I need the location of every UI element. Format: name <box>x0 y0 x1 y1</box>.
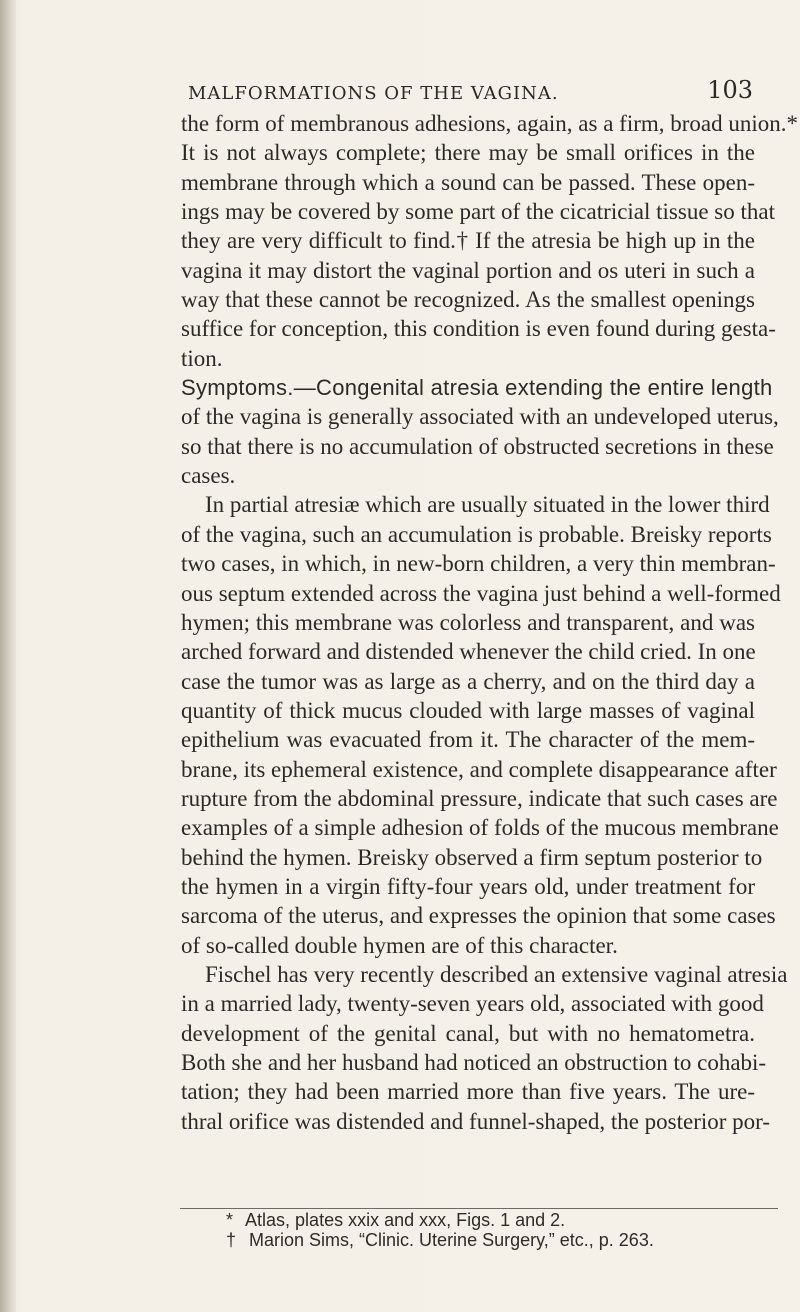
footnote-text: Atlas, plates xxix and xxx, Figs. 1 and 2. <box>245 1210 566 1230</box>
text-line: tation; they had been married more than five years. The ure- <box>181 1079 755 1105</box>
footnote-mark: † <box>226 1230 237 1250</box>
text-line: sarcoma of the uterus, and expresses the opinion that some cases <box>181 903 776 929</box>
text-line: arched forward and distended whenever the child cried. In one <box>181 639 756 665</box>
text-line: of so-called double hymen are of this character. <box>181 932 618 958</box>
page-binding-shadow <box>0 0 16 1312</box>
text-line: tion. <box>181 345 223 371</box>
text-line: ous septum extended across the vagina just behind a well-formed <box>181 580 781 606</box>
footnote-mark: * <box>226 1210 234 1230</box>
footnote-text: Marion Sims, “Clinic. Uterine Surgery,” etc., p. 263. <box>249 1230 654 1250</box>
text-line: quantity of thick mucus clouded with large masses of vaginal <box>181 697 755 723</box>
text-line: cases. <box>181 463 236 489</box>
text-line: rupture from the abdominal pressure, indicate that such cases are <box>181 785 778 811</box>
text-line: way that these cannot be recognized. As the smallest openings <box>181 287 755 313</box>
page-header <box>188 78 753 108</box>
footnote <box>226 1210 786 1230</box>
text-line: epithelium was evacuated from it. The character of the mem- <box>181 727 755 753</box>
text-line: vagina it may distort the vaginal portion and os uteri in such a <box>181 257 755 283</box>
section-heading-line: Symptoms.—Congenital atresia extending the entire length <box>181 375 773 401</box>
text-line: of the vagina is generally associated with an undeveloped uterus, <box>181 404 779 430</box>
text-line: two cases, in which, in new-born children, a very thin membran- <box>181 551 776 577</box>
text-line: the form of membranous adhesions, again, as a firm, broad union.* <box>181 111 799 136</box>
text-line: Both she and her husband had noticed an obstruction to cohabi- <box>181 1050 767 1075</box>
text-line: suffice for conception, this condition is even found during gesta- <box>181 316 776 342</box>
text-line: ings may be covered by some part of the cicatricial tissue so that <box>181 199 775 225</box>
page-number: 103 <box>707 76 753 104</box>
text-line: membrane through which a sound can be passed. These open- <box>181 169 755 195</box>
text-line: case the tumor was as large as a cherry, and on the third day a <box>181 668 755 694</box>
text-line: so that there is no accumulation of obstructed secretions in these <box>181 433 774 459</box>
text-line: in a married lady, twenty-seven years old, associated with good <box>181 991 764 1017</box>
text-line: Fischel has very recently described an extensive vaginal atresia <box>205 961 788 987</box>
text-line: It is not always complete; there may be small orifices in the <box>181 140 755 166</box>
text-line: development of the genital canal, but with no hematometra. <box>181 1020 755 1046</box>
footnote <box>226 1230 786 1250</box>
text-line: the hymen in a virgin fifty-four years old, under treatment for <box>181 873 755 899</box>
text-line: thral orifice was distended and funnel-shaped, the posterior por- <box>181 1108 771 1134</box>
footnote-divider <box>180 1208 778 1209</box>
running-title: MALFORMATIONS OF THE VAGINA. <box>188 83 559 104</box>
text-line: they are very difficult to find.† If the atresia be high up in the <box>181 228 755 254</box>
text-line: hymen; this membrane was colorless and transparent, and was <box>181 609 755 635</box>
footnotes <box>226 1210 786 1250</box>
text-line: In partial atresiæ which are usually situated in the lower third <box>205 492 770 518</box>
body-text <box>181 109 799 1136</box>
text-line: examples of a simple adhesion of folds of the mucous membrane <box>181 815 779 841</box>
text-line: brane, its ephemeral existence, and complete disappearance after <box>181 756 777 782</box>
text-line: of the vagina, such an accumulation is probable. Breisky reports <box>181 521 772 547</box>
text-line: behind the hymen. Breisky observed a firm septum posterior to <box>181 844 763 870</box>
